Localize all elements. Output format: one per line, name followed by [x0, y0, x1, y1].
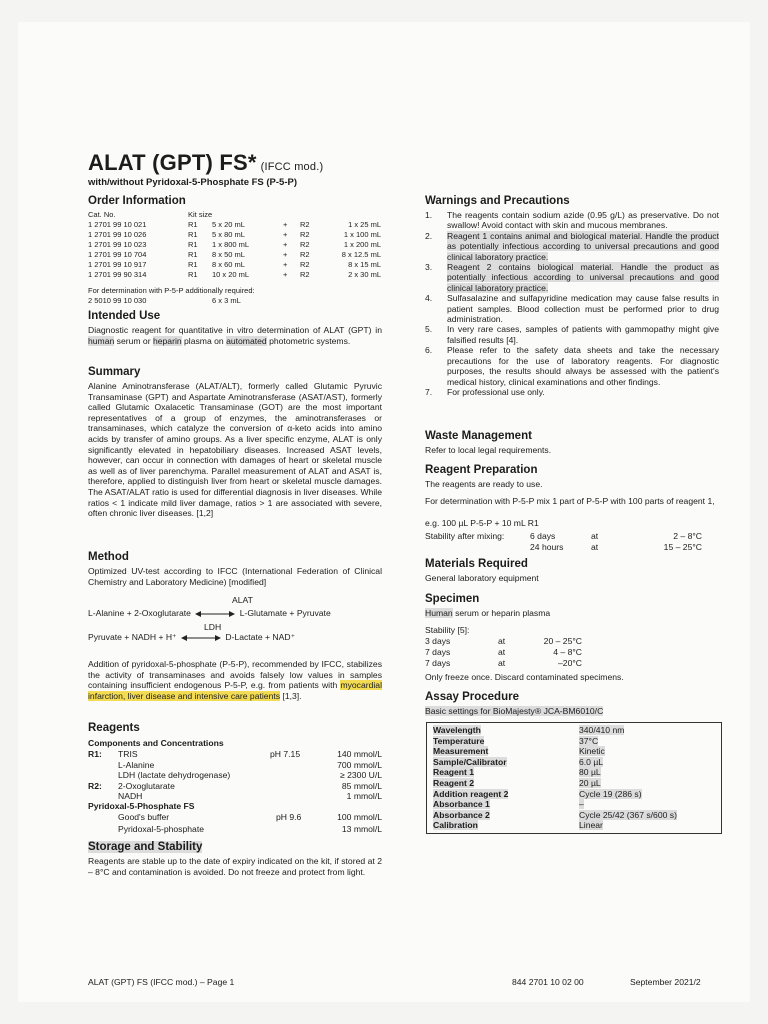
warning-text: Reagent 1 contains animal and biological material. Handle the product as potentially infectious according to universal precautions and good clinical laboratory practice. [447, 230, 719, 262]
reagent-name: LDH (lactate dehydrogenase) [118, 770, 231, 780]
equation-2 [88, 632, 295, 643]
assay-row [431, 810, 717, 821]
footer-date: September 2021/2 [630, 977, 701, 987]
order-r2-size: 1 x 100 mL [343, 230, 381, 239]
warnings-list [425, 210, 719, 397]
reagents-heading: Reagents [88, 722, 140, 734]
reagent-conc: ≥ 2300 U/L [340, 770, 382, 780]
order-r1-size: 5 x 20 mL [212, 220, 245, 229]
enzyme-alat: ALAT [232, 595, 253, 605]
assay-row [431, 725, 717, 736]
assay-key: Temperature [433, 735, 485, 746]
order-r1: R1 [188, 220, 198, 229]
order-r1: R1 [188, 250, 198, 259]
prep-stab-at: at [591, 531, 599, 541]
reagent-row [88, 760, 388, 771]
order-cat: 1 2701 99 10 917 [88, 260, 147, 269]
order-plus: + [283, 260, 288, 269]
order-r2: R2 [300, 250, 310, 259]
specimen-stab-at: at [498, 658, 506, 668]
specimen-stab-label: Stability [5]: [425, 625, 470, 635]
order-cat: 1 2701 99 10 023 [88, 240, 147, 249]
assay-row [431, 820, 717, 831]
reagent-label: R2: [88, 780, 102, 791]
assay-settings-table [426, 722, 722, 834]
reagent-conc: 85 mmol/L [341, 780, 382, 791]
reagent-conc: 100 mmol/L [337, 812, 382, 822]
reagent-name: TRIS [118, 749, 138, 759]
order-plus: + [283, 230, 288, 239]
order-heading: Order Information [88, 195, 186, 207]
assay-key: Sample/Calibrator [433, 756, 507, 767]
prep-heading: Reagent Preparation [425, 464, 538, 476]
eq1-right: L-Glutamate + Pyruvate [239, 608, 331, 618]
order-plus: + [283, 250, 288, 259]
specimen-stab-temp: –20°C [558, 658, 582, 668]
order-r2-size: 2 x 30 mL [348, 270, 381, 279]
storage-heading: Storage and Stability [88, 841, 203, 853]
reagent-name: Good's buffer [118, 812, 170, 822]
summary-heading: Summary [88, 366, 141, 378]
order-r2-size: 1 x 25 mL [348, 220, 381, 229]
reagent-conc: 13 mmol/L [341, 823, 382, 834]
p5p-size: 6 x 3 mL [212, 296, 241, 305]
warnings-heading: Warnings and Precautions [425, 195, 570, 207]
title-suffix: (IFCC mod.) [260, 161, 324, 173]
prep-text-2: For determination with P-5-P mix 1 part of P-5-P with 100 parts of reagent 1, [425, 496, 715, 506]
specimen-note: Only freeze once. Discard contaminated specimens. [425, 672, 624, 682]
assay-row [431, 789, 717, 800]
warning-text: Reagent 2 contains biological material. Handle the product as potentially infectious according to universal precautions and good clinical laboratory practice. [447, 262, 719, 293]
p5p-reagent-heading: Pyridoxal-5-Phosphate FS [88, 801, 195, 811]
document-subtitle: with/without Pyridoxal-5-Phosphate FS (P-5-P) [88, 177, 298, 188]
materials-heading: Materials Required [425, 558, 528, 570]
assay-key: Measurement [433, 746, 489, 757]
warning-text: The reagents contain sodium azide (0.95 g/L) as preservative. Do not swallow! Avoid contact with skin and mucous membranes. [447, 210, 719, 231]
p5p-note: For determination with P-5-P additionally required: [88, 286, 255, 295]
order-r1-size: 10 x 20 mL [212, 270, 250, 279]
double-arrow-icon [195, 610, 235, 618]
waste-heading: Waste Management [425, 430, 532, 442]
specimen-stab-at: at [498, 636, 506, 646]
footer-code: 844 2701 10 02 00 [512, 977, 584, 987]
intended-use-heading: Intended Use [88, 310, 161, 322]
prep-stab-at: at [591, 542, 599, 552]
order-plus: + [283, 270, 288, 279]
method-heading: Method [88, 551, 129, 563]
order-r1-size: 8 x 60 mL [212, 260, 245, 269]
reagent-conc: 140 mmol/L [337, 749, 382, 759]
warning-text: In very rare cases, samples of patients with gammopathy might give falsified results [4]. [447, 324, 719, 345]
specimen-text: Human serum or heparin plasma [425, 608, 551, 618]
title-text: ALAT (GPT) FS* [88, 150, 257, 175]
p5p-reagent-row [88, 812, 388, 823]
waste-text: Refer to local legal requirements. [425, 445, 552, 455]
reagent-label: R1: [88, 749, 102, 759]
specimen-stab-at: at [498, 647, 506, 657]
warning-item [425, 324, 719, 345]
assay-row [431, 757, 717, 768]
assay-row [431, 767, 717, 778]
equation-1 [88, 608, 331, 618]
assay-value: Cycle 25/42 (367 s/600 s) [579, 809, 677, 820]
reagent-name: 2-Oxoglutarate [118, 780, 175, 791]
summary-text: Alanine Aminotransferase (ALAT/ALT), formerly called Glutamic Pyruvic Transaminase (GPT) and Aspartate Aminotransferase (ASAT/AST), formerly called Glutamic Oxalacetic Transaminase (GOT) are the most important representatives of a group of enzymes, the aminotransferases or transaminases, which catalyze the conversion of α-keto acids into amino acids by transfer of amino groups. As a liver specific enzyme, ALAT is only significantly elevated in hepatobiliary diseases. Increased ASAT levels, however, can occur in connection with damages of heart or skeletal muscle as well as of liver parenchyma. Parallel measurement of ALAT and ASAT is, therefore, applied to distinguish liver from heart or skeletal muscle damages. The ASAT/ALAT ratio is used for differential diagnosis in liver diseases. While ratios < 1 indicate mild liver damage, ratios > 1 are associated with severe, often chronic liver diseases. [1,2] [88, 381, 382, 519]
eq1-left: L-Alanine + 2-Oxoglutarate [88, 608, 191, 618]
order-r2-size: 8 x 15 mL [348, 260, 381, 269]
order-cat: 1 2701 99 10 021 [88, 220, 147, 229]
order-plus: + [283, 240, 288, 249]
order-r2: R2 [300, 260, 310, 269]
method-text: Optimized UV-test according to IFCC (International Federation of Clinical Chemistry and Laboratory Medicine) [modified] [88, 566, 382, 587]
order-r2: R2 [300, 270, 310, 279]
prep-stab-temp: 2 – 8°C [673, 531, 702, 541]
order-r1-size: 1 x 800 mL [212, 240, 250, 249]
assay-key: Absorbance 2 [433, 809, 490, 820]
footer-page: ALAT (GPT) FS (IFCC mod.) – Page 1 [88, 977, 235, 987]
reagent-name: NADH [118, 791, 143, 801]
order-col-cat: Cat. No. [88, 210, 116, 219]
specimen-heading: Specimen [425, 593, 480, 605]
order-plus: + [283, 220, 288, 229]
reagent-conc: 1 mmol/L [346, 791, 382, 801]
eq2-left: Pyruvate + NADH + H⁺ [88, 632, 177, 642]
order-cat: 1 2701 99 90 314 [88, 270, 147, 279]
warning-number: 2. [425, 230, 433, 241]
warning-item [425, 293, 719, 324]
warning-number: 3. [425, 262, 433, 273]
specimen-stab-time: 7 days [425, 658, 451, 668]
order-r2-size: 8 x 12.5 mL [341, 250, 381, 259]
warning-item [425, 262, 719, 293]
storage-text: Reagents are stable up to the date of expiry indicated on the kit, if stored at 2 – 8°C and contamination is avoided. Do not freeze and protect from light. [88, 856, 382, 877]
order-r2: R2 [300, 230, 310, 239]
reagent-conc: 700 mmol/L [337, 759, 382, 770]
specimen-stab-time: 7 days [425, 647, 451, 657]
specimen-stab-time: 3 days [425, 636, 451, 646]
order-cat: 1 2701 99 10 026 [88, 230, 147, 239]
p5p-reagent-row [88, 824, 388, 835]
warning-item [425, 210, 719, 231]
reagent-name: Pyridoxal-5-phosphate [118, 823, 204, 834]
prep-text-3: e.g. 100 µL P-5-P + 10 mL R1 [425, 518, 539, 528]
assay-value: 20 µL [579, 778, 601, 788]
warning-number: 4. [425, 293, 433, 304]
materials-text: General laboratory equipment [425, 573, 539, 583]
warning-number: 1. [425, 210, 433, 220]
assay-row [431, 778, 717, 789]
assay-value: 340/410 nm [579, 725, 625, 735]
assay-key: Addition reagent 2 [433, 788, 509, 799]
warning-number: 6. [425, 345, 433, 356]
assay-value: Cycle 19 (286 s) [579, 788, 642, 799]
prep-text-1: The reagents are ready to use. [425, 479, 543, 489]
warning-number: 7. [425, 386, 433, 397]
specimen-stab-temp: 4 – 8°C [553, 647, 582, 657]
document-title [88, 150, 323, 176]
order-r2: R2 [300, 240, 310, 249]
assay-key: Reagent 1 [433, 767, 475, 778]
assay-value: Kinetic [579, 746, 605, 757]
warning-text: Sulfasalazine and sulfapyridine medication may cause false results in patient samples. Blood collection must be performed prior to drug administration. [447, 293, 719, 325]
double-arrow-icon [181, 634, 221, 642]
order-cat: 1 2701 99 10 704 [88, 250, 147, 259]
highlighted-text: myocardial infarction, liver disease and intensive care patients [88, 680, 382, 701]
p5p-cat: 2 5010 99 10 030 [88, 296, 147, 305]
order-r1: R1 [188, 270, 198, 279]
prep-stab-temp: 15 – 25°C [663, 542, 702, 552]
assay-row [431, 746, 717, 757]
order-col-kit: Kit size [188, 210, 213, 219]
warning-item [425, 231, 719, 262]
assay-value: Linear [579, 820, 603, 831]
order-r1-size: 8 x 50 mL [212, 250, 245, 259]
reagent-ph: pH 7.15 [270, 749, 301, 759]
warning-text: Please refer to the safety data sheets and take the necessary precautions for the use of laboratory reagents. For diagnostic purposes, the results should always be assessed with the patient's medical history, clinical examinations and other findings. [447, 345, 719, 387]
assay-value: 37°C [579, 735, 599, 746]
reagent-ph: pH 9.6 [276, 812, 302, 822]
assay-key: Reagent 2 [433, 778, 475, 788]
specimen-stab-temp: 20 – 25°C [543, 636, 582, 646]
assay-value: 80 µL [579, 767, 601, 778]
prep-stab-time: 24 hours [530, 542, 564, 552]
assay-row [431, 736, 717, 747]
prep-stab-label: Stability after mixing: [425, 531, 505, 541]
p5p-method-text: Addition of pyridoxal-5-phosphate (P-5-P), recommended by IFCC, stabilizes the activity of transaminases and avoids falsely low values in samples containing insufficient endogenous P-5-P, e.g. from patients with myocardial infarction, liver disease and intensive care patients [1,3]. [88, 659, 382, 701]
assay-subheading: Basic settings for BioMajesty® JCA-BM6010/C [425, 706, 604, 716]
assay-key: Absorbance 1 [433, 799, 490, 810]
reagent-row [88, 770, 388, 781]
assay-value: 6.0 µL [579, 756, 604, 767]
warning-number: 5. [425, 324, 433, 335]
order-r2: R2 [300, 220, 310, 229]
order-r1-size: 5 x 80 mL [212, 230, 245, 239]
assay-heading: Assay Procedure [425, 691, 519, 703]
order-r1: R1 [188, 230, 198, 239]
order-r2-size: 1 x 200 mL [343, 240, 381, 249]
order-r1: R1 [188, 240, 198, 249]
reagent-row [88, 781, 388, 792]
warning-item [425, 345, 719, 387]
warning-item [425, 387, 719, 397]
assay-key: Calibration [433, 820, 478, 831]
reagent-row [88, 791, 388, 802]
enzyme-ldh: LDH [204, 622, 222, 632]
reagents-subheading: Components and Concentrations [88, 738, 224, 748]
warning-text: For professional use only. [447, 386, 545, 397]
eq2-right: D-Lactate + NAD⁺ [225, 632, 296, 642]
prep-stab-time: 6 days [530, 531, 556, 541]
reagent-name: L-Alanine [118, 759, 155, 770]
assay-key: Wavelength [433, 725, 481, 735]
assay-row [431, 799, 717, 810]
assay-value: – [579, 799, 584, 810]
order-r1: R1 [188, 260, 198, 269]
intended-use-text: Diagnostic reagent for quantitative in vitro determination of ALAT (GPT) in human serum or heparin plasma on automated photometric systems. [88, 325, 382, 346]
reagent-row [88, 749, 388, 760]
